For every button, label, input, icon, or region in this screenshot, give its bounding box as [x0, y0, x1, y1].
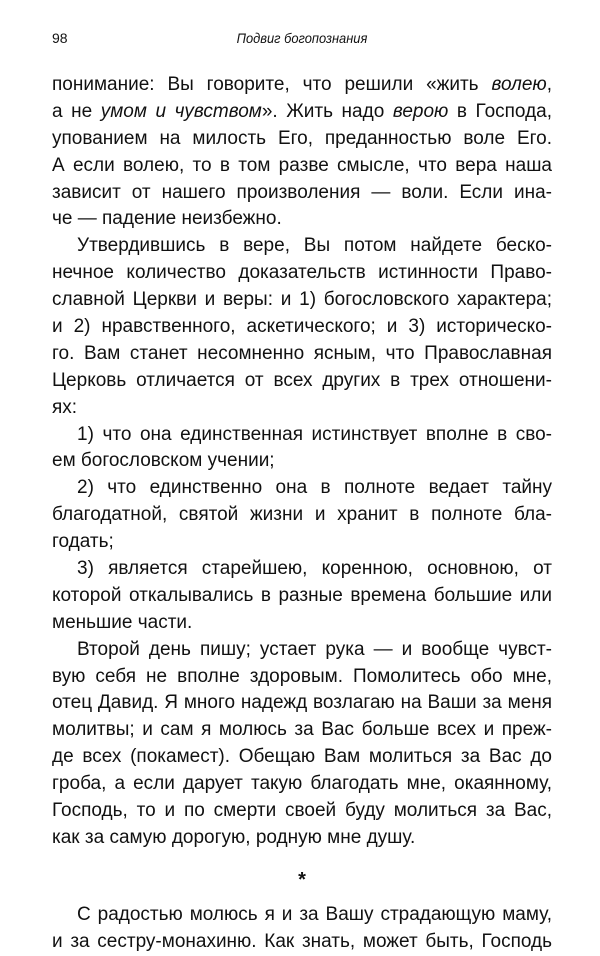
text-line: 1) что она единственная истинствует вполне в сво- [77, 423, 552, 445]
body-text [52, 72, 552, 956]
text-line: понимание: Вы говорите, что решили «жить волею, [52, 74, 552, 95]
paragraph [52, 72, 552, 233]
emphasis: верою [392, 100, 449, 122]
paragraphs-after-separator [52, 902, 552, 956]
text-line: Господь, то и по смерти своей буду молиться за Вас, [52, 800, 552, 822]
paragraph [52, 422, 552, 476]
text-line: и 2) нравственного, аскетического; и 3) историческо- [52, 316, 552, 338]
text-line: зависит от нашего произволения — воли. Если ина- [52, 181, 552, 203]
text-line: го. Вам станет несомненно ясным, что Православная [52, 342, 552, 364]
text-line: а не умом и чувством». Жить надо верою в Господа, [52, 100, 553, 122]
running-head [52, 30, 552, 50]
text-line: ем богословском учении; [52, 450, 275, 472]
paragraphs-before-separator [52, 72, 552, 852]
text-line: нечное количество доказательств истинности Право- [52, 262, 552, 284]
text-line: и за сестру-монахиню. Как знать, может быть, Господь [52, 930, 552, 952]
text-line: упованием на милость Его, преданностью воле Его. [52, 127, 552, 149]
running-title: Подвиг богопознания [236, 30, 368, 46]
text-line: че — падение неизбежно. [52, 208, 282, 230]
text-line: как за самую дорогую, родную мне душу. [52, 826, 416, 848]
text-line: которой откалывались в разные времена большие или [52, 584, 552, 606]
text-line: меньшие части. [52, 611, 193, 633]
text-line: годать; [52, 531, 114, 553]
text-line: благодатной, святой жизни и хранит в полноте бла- [52, 504, 552, 526]
emphasis: волею [491, 74, 547, 95]
page-number: 98 [52, 30, 68, 46]
emphasis: умом и чувством [100, 100, 262, 122]
text-line: молитвы; и сам я молюсь за Вас больше всех и преж- [52, 719, 552, 741]
text-line: Утвердившись в вере, Вы потом найдете беско- [77, 235, 552, 257]
text-line: А если волею, то в том разве смысле, что вера наша [52, 154, 552, 176]
paragraph [52, 233, 552, 421]
text-line: гроба, а если дарует такую благодать мне, окаянному, [52, 773, 552, 795]
paragraph [52, 637, 552, 852]
text-line: 2) что единственно она в полноте ведает тайну [77, 477, 552, 499]
section-separator: * [298, 868, 306, 891]
text-line: С радостью молюсь я и за Вашу страдающую маму, [77, 903, 552, 925]
text-line: Второй день пишу; устает рука — и вообще чувст- [77, 638, 552, 660]
paragraph [52, 475, 552, 556]
text-line: ях: [52, 396, 78, 418]
paragraph [52, 556, 552, 637]
text-line: Церковь отличается от всех других в трех отношени- [52, 369, 552, 391]
text-line: славной Церкви и веры: и 1) богословского характера; [52, 289, 552, 311]
text-line: 3) является старейшею, коренною, основною, от [77, 558, 552, 580]
text-line: де всех (покамест). Обещаю Вам молиться за Вас до [52, 746, 552, 768]
paragraph [52, 902, 552, 956]
text-line: отец Давид. Я много надежд возлагаю на Ваши за меня [52, 692, 552, 714]
text-line: вую себя не вполне здоровым. Помолитесь обо мне, [52, 665, 552, 687]
